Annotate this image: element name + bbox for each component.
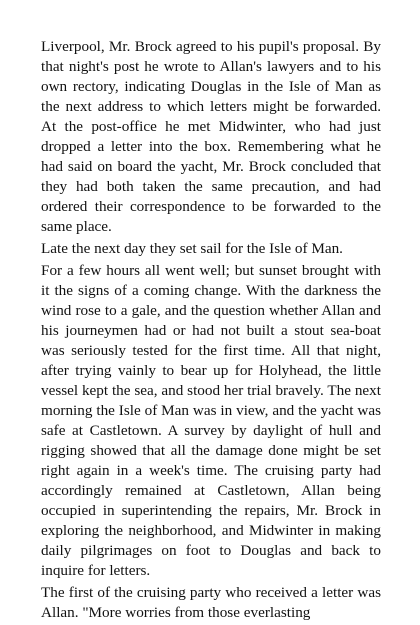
body-text	[41, 37, 381, 625]
paragraph: Liverpool, Mr. Brock agreed to his pupil's proposal. By that night's post he wrote to Allan's lawyers and to his own rectory, indicating Douglas in the Isle of Man as the next address to which letters might be forwarded. At the post-office he met Midwinter, who had just dropped a letter into the box. Remembering what he had said on board the yacht, Mr. Brock concluded that they had both taken the same precaution, and had ordered their correspondence to be forwarded to the same place.	[41, 38, 381, 235]
paragraph: The first of the cruising party who received a letter was Allan. "More worries from those everlasting	[41, 584, 381, 621]
paragraph: Late the next day they set sail for the Isle of Man.	[41, 240, 343, 257]
paragraph: For a few hours all went well; but sunset brought with it the signs of a coming change. With the darkness the wind rose to a gale, and the question whether Allan and his journeymen had or had not built a stout sea-boat was seriously tested for the first time. All that night, after trying vainly to bear up for Holyhead, the little vessel kept the sea, and stood her trial bravely. The next morning the Isle of Man was in view, and the yacht was safe at Castletown. A survey by daylight of hull and rigging showed that all the damage done might be set right again in a week's time. The cruising party had accordingly remained at Castletown, Allan being occupied in superintending the repairs, Mr. Brock in exploring the neighborhood, and Midwinter in making daily pilgrimages on foot to Douglas and back to inquire for letters.	[41, 262, 381, 579]
